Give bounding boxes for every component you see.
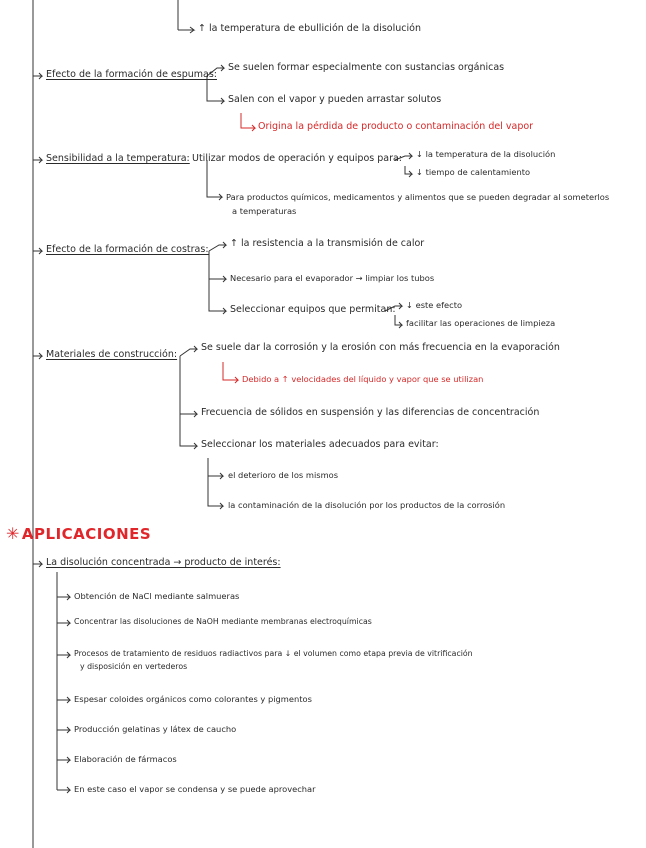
aplicacion-item-6: Elaboración de fármacos [74, 754, 177, 764]
aplicacion-item-5: Producción gelatinas y látex de caucho [74, 724, 237, 734]
sensibilidad-bullet-2: ↓ tiempo de calentamiento [416, 167, 531, 177]
costras-label: Efecto de la formación de costras: [46, 244, 209, 255]
sensibilidad-lead: Utilizar modos de operación y equipos para: [192, 153, 403, 164]
materiales-label: Materiales de construcción: [46, 349, 178, 360]
materiales-item-1: Se suele dar la corrosión y la erosión con más frecuencia en la evaporación [201, 342, 560, 353]
espumas-label: Efecto de la formación de espumas: [46, 69, 217, 80]
aplicacion-item-3-cont: y disposición en vertederos [80, 662, 188, 671]
materiales-sub-2: la contaminación de la disolución por los productos de la corrosión [228, 500, 506, 510]
materiales-sub-1: el deterioro de los mismos [228, 470, 339, 480]
espumas-item-1: Se suelen formar especialmente con sustancias orgánicas [228, 62, 505, 73]
sensibilidad-para-1: Para productos químicos, medicamentos y alimentos que se pueden degradar al someterlos [226, 192, 610, 202]
materiales-note: Debido a ↑ velocidades del líquido y vapor que se utilizan [242, 374, 484, 384]
costras-bullet-1: ↓ este efecto [406, 300, 463, 310]
sensibilidad-para-2: a temperaturas [232, 206, 297, 216]
materiales-item-2: Frecuencia de sólidos en suspensión y las diferencias de concentración [201, 407, 540, 418]
aplicacion-item-4: Espesar coloides orgánicos como colorantes y pigmentos [74, 694, 312, 704]
aplicacion-item-7: En este caso el vapor se condensa y se puede aprovechar [74, 784, 316, 794]
aplicacion-item-3: Procesos de tratamiento de residuos radiactivos para ↓ el volumen como etapa previa de vitrificación [74, 649, 473, 658]
aplicaciones-lead: La disolución concentrada → producto de interés: [46, 557, 281, 568]
espumas-note: Origina la pérdida de producto o contaminación del vapor [258, 121, 534, 132]
costras-item-2: Necesario para el evaporador → limpiar los tubos [230, 273, 435, 283]
espumas-item-2: Salen con el vapor y pueden arrastar solutos [228, 94, 442, 105]
sensibilidad-label: Sensibilidad a la temperatura: [46, 153, 190, 164]
aplicaciones-heading [6, 524, 151, 543]
aplicaciones-heading-text: APLICACIONES [21, 525, 152, 543]
asterisk-icon: ✳ [6, 524, 20, 543]
continuation-text: ↑ la temperatura de ebullición de la disolución [198, 23, 421, 34]
materiales-item-3: Seleccionar los materiales adecuados para evitar: [201, 439, 439, 450]
costras-item-1: ↑ la resistencia a la transmisión de calor [230, 238, 425, 249]
aplicacion-item-2: Concentrar las disoluciones de NaOH mediante membranas electroquímicas [74, 617, 372, 626]
costras-bullet-2: facilitar las operaciones de limpieza [406, 318, 556, 328]
sensibilidad-bullet-1: ↓ la temperatura de la disolución [416, 149, 556, 159]
aplicacion-item-1: Obtención de NaCl mediante salmueras [74, 591, 240, 601]
costras-item-3: Seleccionar equipos que permitan: [230, 304, 396, 315]
